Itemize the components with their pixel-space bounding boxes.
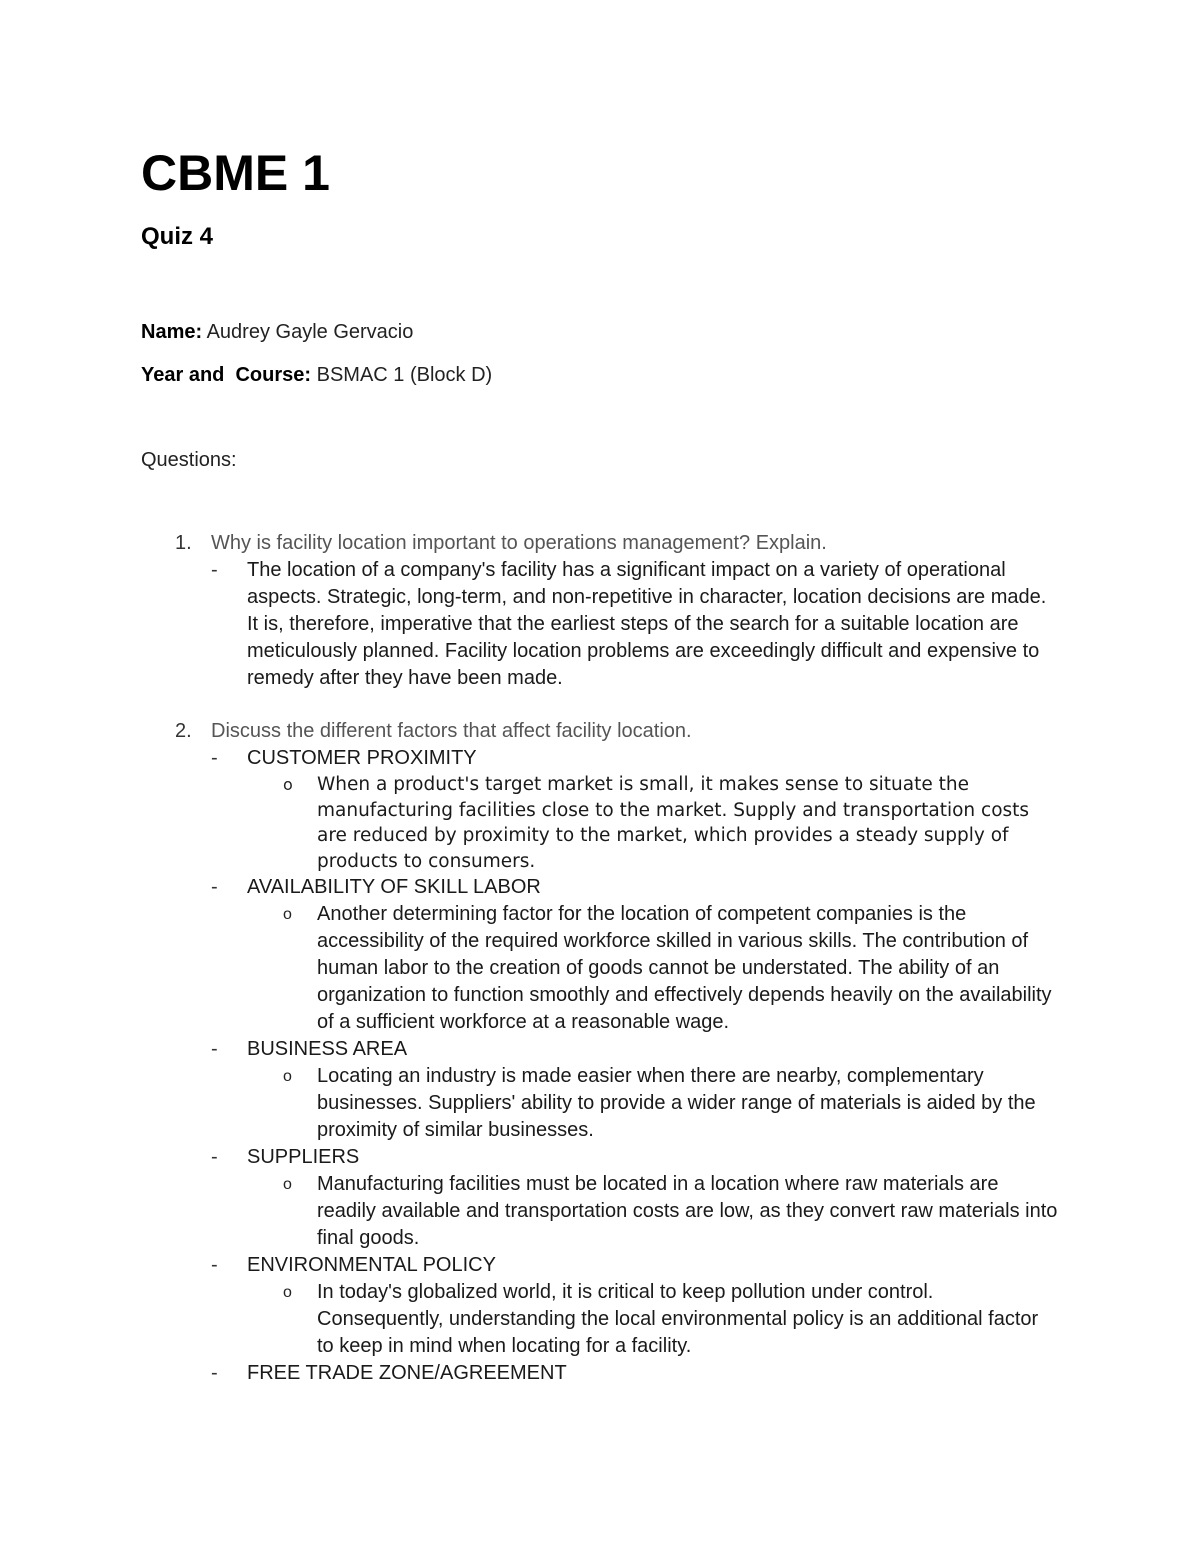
factor-heading: [0, 874, 1200, 901]
factor-heading: [0, 745, 1200, 772]
factor-detail: [0, 901, 1200, 1036]
factor-heading-text: SUPPLIERS: [247, 1146, 360, 1168]
dash-marker: -: [211, 747, 218, 769]
question-text: Discuss the different factors that affect facility location.: [211, 720, 692, 742]
factor-detail-text: When a product's target market is small, it makes sense to situate the manufacturing facilities close to the market. Supply and transportation costs are reduced by proximity to the market, which provides a steady supply of products to consumers.: [317, 774, 1030, 872]
dash-marker: -: [211, 1038, 218, 1060]
spacer: [0, 692, 1200, 718]
factor-heading: [0, 1144, 1200, 1171]
factor-detail: [0, 1063, 1200, 1144]
factor-detail-text: In today's globalized world, it is critical to keep pollution under control. Consequently, understanding the local environmental policy is an additional factor to keep in mind when locating for a facility.: [317, 1281, 1039, 1357]
bullet-marker: o: [283, 1284, 292, 1301]
dash-marker: -: [211, 1362, 218, 1384]
answer-1: [0, 557, 1200, 692]
factor-heading-text: CUSTOMER PROXIMITY: [247, 747, 477, 769]
factor-heading: [0, 1252, 1200, 1279]
year-course-line: [141, 361, 492, 389]
dash-marker: -: [211, 1254, 218, 1276]
factor-heading: [0, 1036, 1200, 1063]
answer-text: The location of a company's facility has a significant impact on a variety of operational aspects. Strategic, long-term, and non-repetitive in character, location decisions are made. It is, therefore, imperative that the earliest steps of the search for a suitable location are meticulously planned. Facility location problems are exceedingly difficult and expensive to remedy after they have been made.: [247, 559, 1047, 689]
question-text: Why is facility location important to operations management? Explain.: [211, 532, 827, 554]
factor-heading-text: BUSINESS AREA: [247, 1038, 408, 1060]
factor-detail: [0, 772, 1200, 874]
bullet-marker: o: [283, 1068, 292, 1085]
factor-heading: [0, 1360, 1200, 1387]
student-name-value: Audrey Gayle Gervacio: [206, 321, 414, 343]
bullet-marker: o: [283, 1176, 292, 1193]
page-title: CBME 1: [141, 145, 330, 201]
year-course-label: Year and Course:: [141, 364, 312, 386]
dash-marker: -: [211, 876, 218, 898]
factor-detail: [0, 1279, 1200, 1360]
question-number: 2.: [175, 720, 192, 742]
factor-detail-text: Manufacturing facilities must be located in a location where raw materials are readily available and transportation costs are low, as they convert raw materials into final goods.: [317, 1173, 1058, 1249]
factor-heading-text: ENVIRONMENTAL POLICY: [247, 1254, 496, 1276]
factor-detail-text: Another determining factor for the location of competent companies is the accessibility of the required workforce skilled in various skills. The contribution of human labor to the creation of goods cannot be understated. The ability of an organization to function smoothly and effectively depends heavily on the availability of a sufficient workforce at a reasonable wage.: [317, 903, 1052, 1033]
factor-heading-text: FREE TRADE ZONE/AGREEMENT: [247, 1362, 567, 1384]
year-course-value: BSMAC 1 (Block D): [316, 364, 493, 386]
factor-detail-text: Locating an industry is made easier when there are nearby, complementary businesses. Suppliers' ability to provide a wider range of materials is aided by the proximity of similar businesses.: [317, 1065, 1036, 1141]
factor-heading-text: AVAILABILITY OF SKILL LABOR: [247, 876, 541, 898]
bullet-marker: o: [283, 906, 292, 923]
question-number: 1.: [175, 532, 192, 554]
student-name-line: [141, 318, 413, 346]
dash-marker: -: [211, 559, 218, 581]
dash-marker: -: [211, 1146, 218, 1168]
bullet-marker: o: [283, 775, 293, 794]
questions-label: Questions:: [141, 449, 237, 471]
page-subtitle: Quiz 4: [141, 223, 214, 250]
factor-detail: [0, 1171, 1200, 1252]
student-name-label: Name:: [141, 321, 203, 343]
question-2: [0, 718, 1200, 745]
questions-list: [0, 530, 1200, 1387]
question-1: [0, 530, 1200, 557]
